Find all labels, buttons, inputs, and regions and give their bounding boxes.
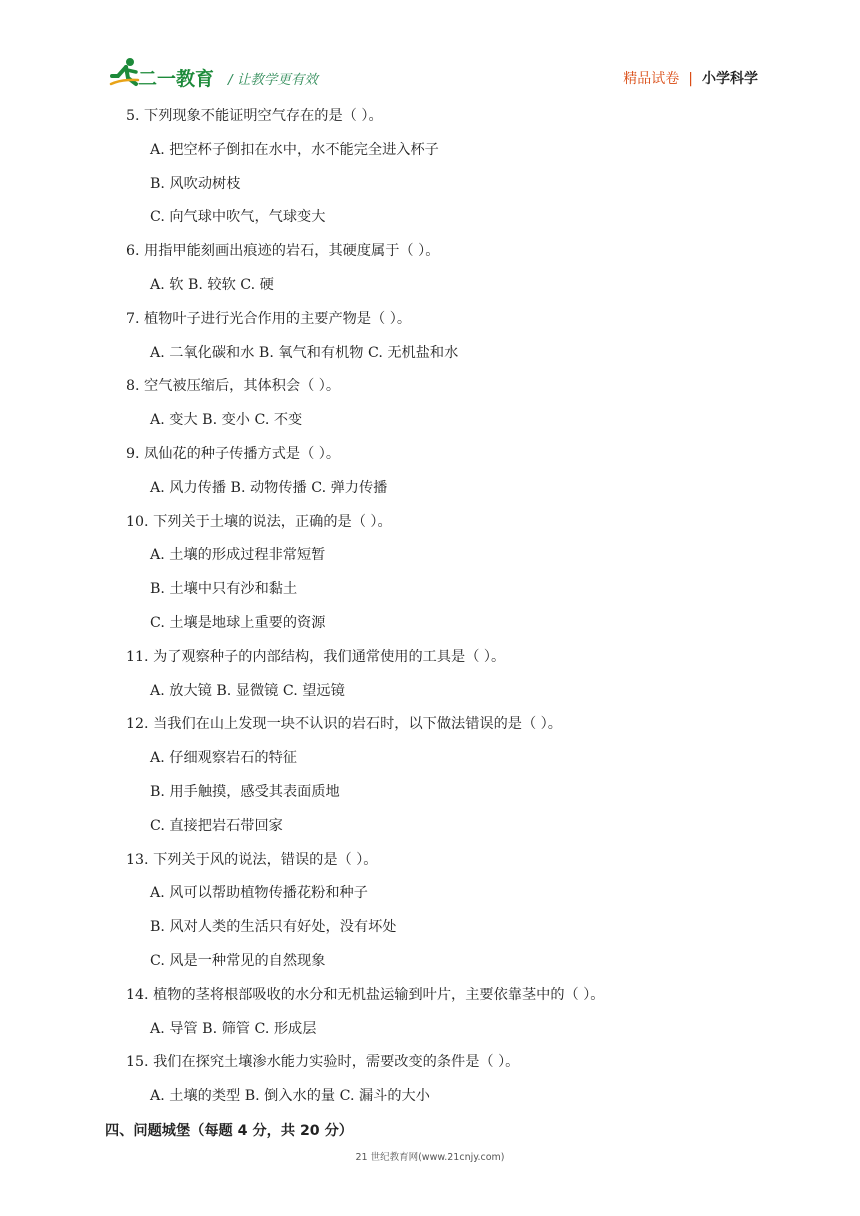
question-stem: 6. 用指甲能刻画出痕迹的岩石，其硬度属于（ ）。 [126, 243, 440, 260]
question-list [126, 104, 786, 1118]
answer-option: B. 用手触摸，感受其表面质地 [150, 783, 340, 800]
question-stem: 15. 我们在探究土壤渗水能力实验时，需要改变的条件是（ ）。 [126, 1054, 520, 1071]
runner-icon [108, 56, 142, 90]
answer-option: C. 直接把岩石带回家 [150, 817, 283, 834]
answer-option: C. 向气球中吹气，气球变大 [150, 209, 326, 226]
section-title: 四、问题城堡（每题 4 分，共 20 分） [105, 1123, 353, 1139]
header-tag-subject: 小学科学 [702, 71, 758, 87]
answer-option: A. 把空杯子倒扣在水中，水不能完全进入杯子 [150, 141, 439, 158]
header-tag-premium: 精品试卷 [623, 71, 680, 87]
logo [108, 56, 228, 92]
question-stem: 10. 下列关于土壤的说法，正确的是（ ）。 [126, 513, 392, 530]
answer-option: B. 土壤中只有沙和黏土 [150, 581, 298, 598]
answer-option: A. 放大镜 B. 显微镜 C. 望远镜 [150, 682, 345, 699]
question-stem: 12. 当我们在山上发现一块不认识的岩石时，以下做法错误的是（ ）。 [126, 716, 562, 733]
header-separator: | [688, 71, 693, 87]
answer-option: C. 土壤是地球上重要的资源 [150, 614, 326, 631]
answer-option: A. 土壤的类型 B. 倒入水的量 C. 漏斗的大小 [150, 1088, 430, 1105]
question-stem: 11. 为了观察种子的内部结构，我们通常使用的工具是（ ）。 [126, 648, 506, 665]
question-stem: 8. 空气被压缩后，其体积会（ ）。 [126, 378, 341, 395]
question-stem: 5. 下列现象不能证明空气存在的是（ ）。 [126, 108, 383, 124]
answer-option: A. 变大 B. 变小 C. 不变 [150, 412, 303, 429]
answer-option: A. 土壤的形成过程非常短暂 [150, 547, 326, 564]
page-footer: 21 世纪教育网(www.21cnjy.com) [355, 1152, 505, 1163]
question-stem: 7. 植物叶子进行光合作用的主要产物是（ ）。 [126, 310, 412, 327]
header-tags [623, 68, 758, 88]
page-header [108, 56, 758, 96]
answer-option: B. 风吹动树枝 [150, 175, 241, 192]
answer-option: A. 二氧化碳和水 B. 氧气和有机物 C. 无机盐和水 [150, 344, 459, 361]
question-stem: 13. 下列关于风的说法，错误的是（ ）。 [126, 851, 378, 868]
answer-option: B. 风对人类的生活只有好处，没有坏处 [150, 919, 397, 936]
answer-option: A. 仔细观察岩石的特征 [150, 750, 297, 767]
answer-option: A. 风力传播 B. 动物传播 C. 弹力传播 [150, 479, 388, 496]
answer-option: A. 风可以帮助植物传播花粉和种子 [150, 885, 368, 902]
logo-text: 二一教育 [138, 68, 215, 90]
slogan: / 让教学更有效 [228, 72, 318, 88]
answer-option: C. 风是一种常见的自然现象 [150, 952, 326, 969]
question-stem: 9. 凤仙花的种子传播方式是（ ）。 [126, 445, 341, 462]
answer-option: A. 导管 B. 筛管 C. 形成层 [150, 1020, 317, 1037]
question-stem: 14. 植物的茎将根部吸收的水分和无机盐运输到叶片，主要依靠茎中的（ ）。 [126, 986, 605, 1003]
answer-option: A. 软 B. 较软 C. 硬 [150, 276, 274, 293]
